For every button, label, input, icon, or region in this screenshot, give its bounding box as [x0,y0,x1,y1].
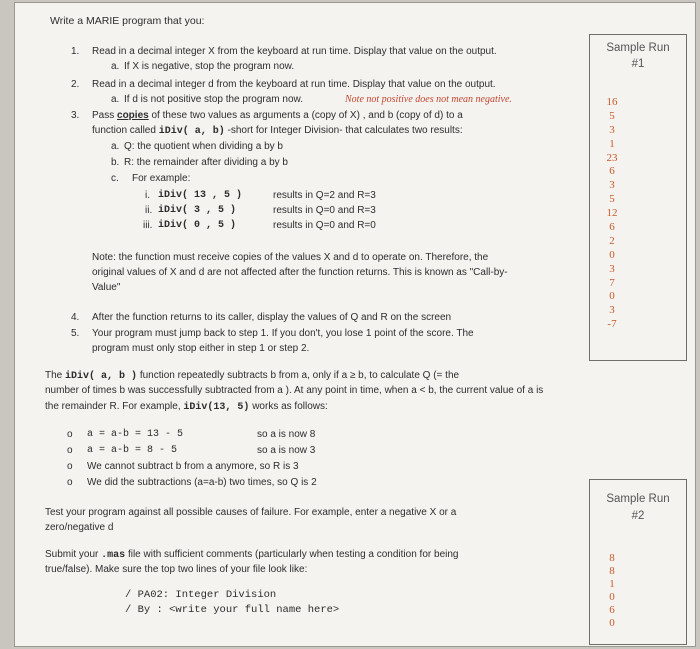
explain-pre: The [45,370,63,381]
sample-value: 7 [609,276,615,289]
example-result: results in Q=0 and R=3 [273,205,376,216]
idiv-example-code: iDiv(13, 5) [183,402,250,413]
sample-value: 16 [606,96,618,108]
step-5-text: Your program must jump back to step 1. If you don't, you lose 1 point of the score. The [92,328,474,339]
step-5-text-2: program must only stop either in step 1 or step 2. [92,343,310,354]
call-by-value-note: Note: the function must receive copies of the values X and d to operate on. Therefore, the [92,252,489,263]
step-number: 1. [71,46,80,57]
sample-value: 0 [609,290,615,303]
step-number: 4. [71,312,80,323]
sample-value: 3 [609,304,615,317]
step-number: 5. [71,328,80,339]
sample-value: 3 [609,179,615,192]
sample-value: 1 [609,578,615,590]
call-by-value-note: original values of X and d are not affected after the function returns. This is known as "Call-by- [92,267,508,278]
sample-value: 6 [609,165,615,178]
step-3a-text: Q: the quotient when dividing a by b [124,141,283,152]
sample-value: 3 [609,123,615,136]
copies-emphasis: copies [117,110,149,121]
page-heading: Write a MARIE program that you: [50,15,205,27]
sample-run-1-box [589,34,687,361]
idiv-code: iDiv( a, b ) [65,371,138,382]
red-note: Note not positive does not mean negative. [345,94,512,105]
substep-label: a. [111,141,120,152]
substep-label: c. [111,173,119,184]
bullet-code: a = a-b = 13 - 5 [87,429,184,440]
sample-run-1-values [564,96,660,332]
explain-line-1 [45,369,459,383]
step-2a-text: If d is not positive stop the program now. [124,94,303,105]
substep-label: a. [111,61,120,72]
sample-run-number: #2 [631,510,645,522]
sample-value: 0 [609,617,615,629]
bullet-text: so a is now 3 [257,445,316,456]
explain-pre: the remainder R. For example, [45,401,181,412]
sample-run-title: Sample Run [606,493,670,505]
header-comment-2: / By : <write your full name here> [125,604,340,616]
example-result: results in Q=2 and R=3 [273,190,376,201]
sample-run-number: #1 [631,58,645,70]
test-line-2: zero/negative d [45,522,114,533]
example-code: iDiv( 0 , 5 ) [158,220,237,231]
example-code: iDiv( 13 , 5 ) [158,190,243,201]
worksheet-page [14,2,696,647]
step-3-pre: Pass [92,110,115,121]
bullet-text: We cannot subtract b from a anymore, so R is 3 [87,461,299,472]
step-number: 2. [71,79,80,90]
step-3-line-2-pre: function called [92,125,156,136]
explain-post: works as follows: [252,401,328,412]
example-label: iii. [143,220,153,231]
substep-label: a. [111,94,120,105]
mas-extension: .mas [101,550,126,561]
submit-pre: Submit your [45,549,99,560]
step-1a-text: If X is negative, stop the program now. [124,61,295,72]
example-code: iDiv( 3 , 5 ) [158,205,237,216]
step-3-post: of these two values as arguments a (copy of X) , and b (copy of d) to a [151,110,463,121]
sample-run-title: Sample Run [606,42,670,54]
sample-value: 2 [609,234,615,247]
bullet-text: so a is now 8 [257,429,316,440]
call-by-value-note: Value" [92,282,121,293]
example-label: ii. [145,205,153,216]
test-line-1: Test your program against all possible causes of failure. For example, enter a negative X or a [45,507,457,518]
submit-line-2: true/false). Make sure the top two lines of your file look like: [45,564,308,575]
step-1-text: Read in a decimal integer X from the keyboard at run time. Display that value on the output. [92,46,497,57]
example-label: i. [145,190,150,201]
sample-value: 5 [609,109,615,122]
sample-value: 12 [606,207,618,220]
sample-value: 5 [609,193,615,206]
bullet-marker: o [67,461,73,472]
bullet-marker: o [67,429,73,440]
example-result: results in Q=0 and R=0 [273,220,376,231]
sample-value: 6 [609,604,615,616]
sample-value: -7 [607,318,617,331]
explain-line-3 [45,400,328,414]
step-3b-text: R: the remainder after dividing a by b [124,157,288,168]
sample-value: 8 [609,565,615,577]
sample-value: 6 [609,221,615,234]
submit-post: file with sufficient comments (particularly when testing a condition for being [127,549,459,560]
step-4-text: After the function returns to its caller, display the values of Q and R on the screen [92,312,452,323]
step-3c-text: For example: [132,173,191,184]
header-comment-1: / PA02: Integer Division [125,589,277,601]
step-number: 3. [71,110,80,121]
sample-value: 8 [609,552,615,564]
sample-value: 3 [609,262,615,275]
bullet-text: We did the subtractions (a=a-b) two times, so Q is 2 [87,477,317,488]
explain-line-2: number of times b was successfully subtracted from a ). At any point in time, when a < b, the current value of a is [45,385,544,396]
sample-value: 0 [609,248,615,261]
sample-value: 0 [609,591,615,603]
bullet-marker: o [67,445,73,456]
submit-line-1 [45,548,458,562]
bullet-marker: o [67,477,73,488]
explain-post: function repeatedly subtracts b from a, only if a ≥ b, to calculate Q (= the [139,370,460,381]
step-3-line-1 [92,109,463,122]
step-3-line-2-post: -short for Integer Division- that calculates two results: [227,125,463,136]
sample-value: 23 [606,151,618,164]
sample-run-2-box [589,479,687,645]
bullet-code: a = a-b = 8 - 5 [87,445,178,456]
step-2-text: Read in a decimal integer d from the keyboard at run time. Display that value on the output. [92,79,496,90]
step-3-line-2 [92,124,463,138]
sample-run-2-values [564,552,660,630]
idiv-signature: iDiv( a, b) [158,126,225,137]
substep-label: b. [111,157,120,168]
sample-value: 1 [609,137,615,150]
